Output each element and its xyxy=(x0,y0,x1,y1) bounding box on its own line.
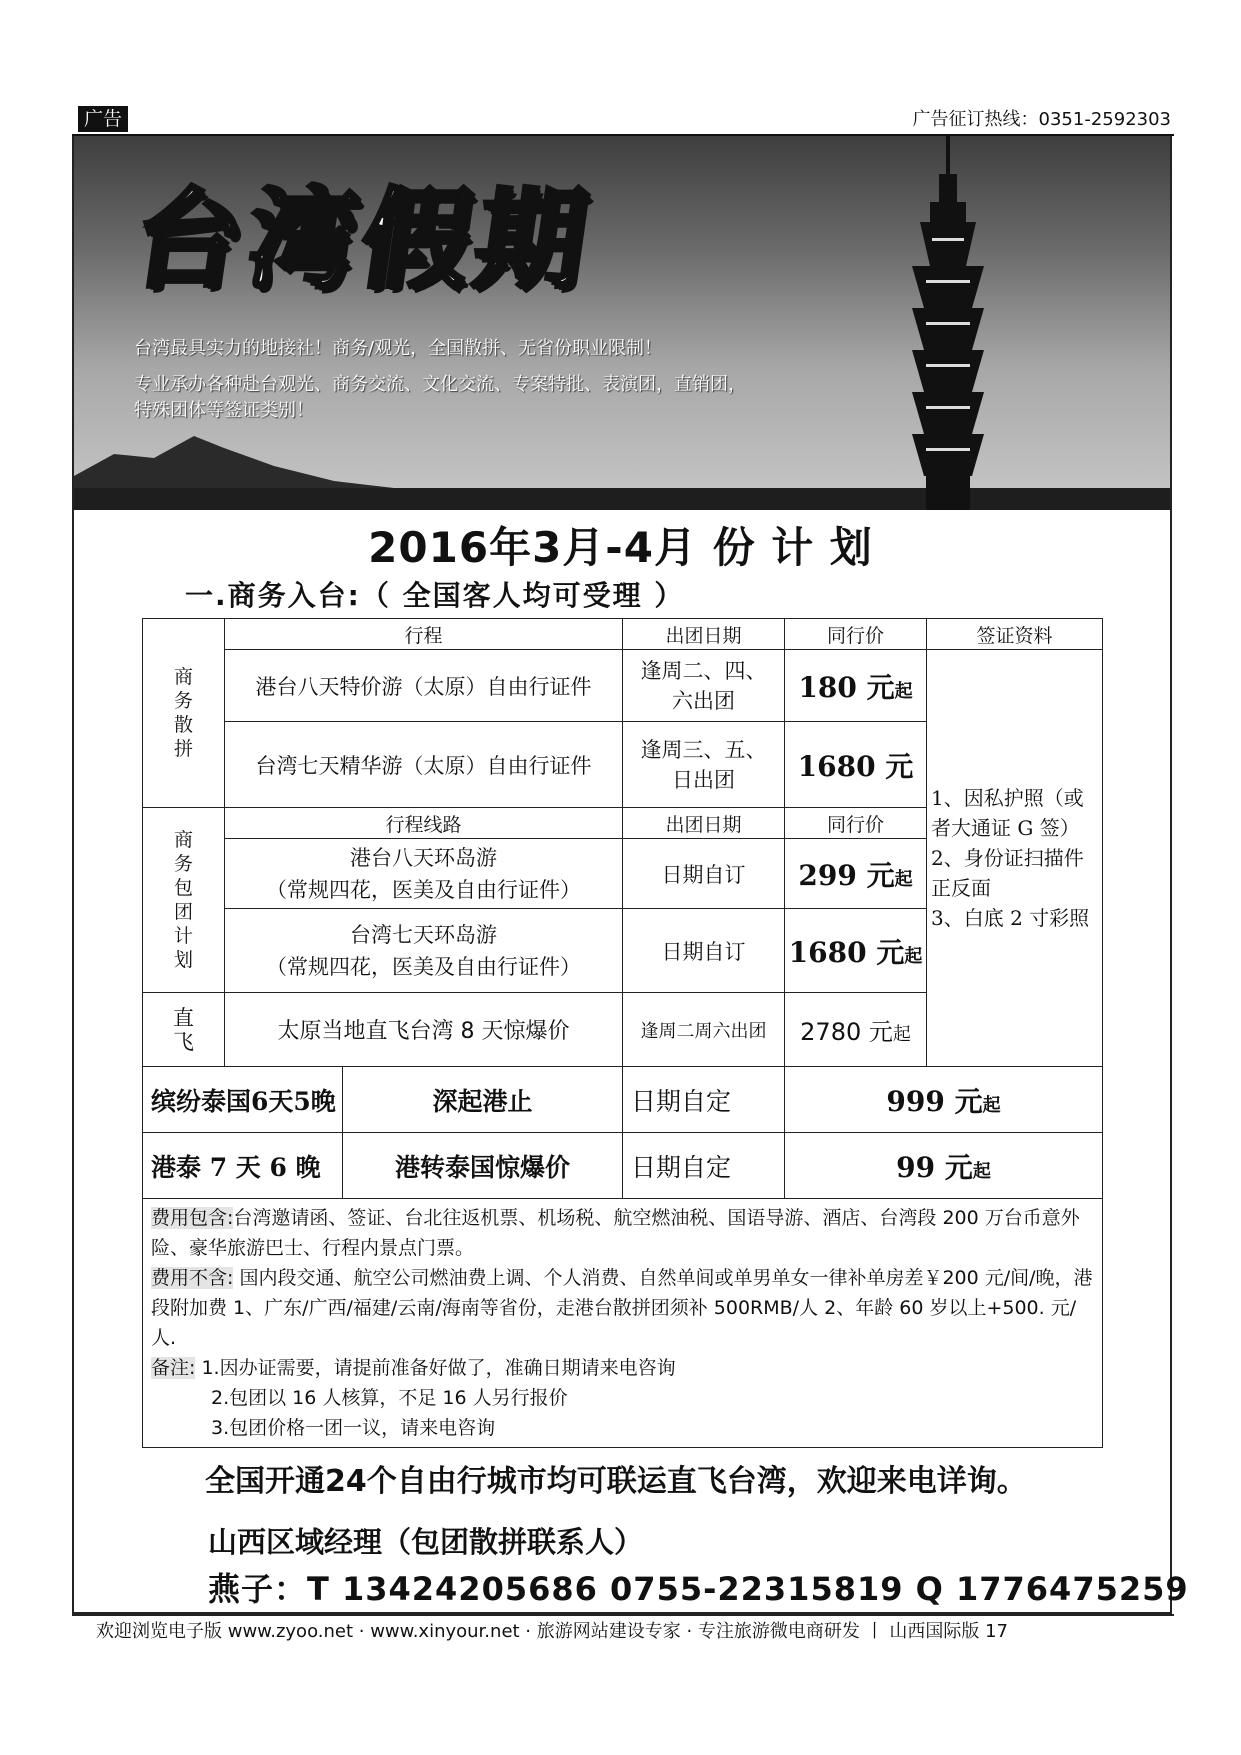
regional-manager: 山西区域经理（包团散拼联系人） xyxy=(208,1525,644,1559)
route-cell: 太原当地直飞台湾 8 天惊爆价 xyxy=(225,993,623,1067)
visa-requirements xyxy=(927,650,1103,1067)
remark-item: 1.因办证需要，请提前准备好做了，准确日期请来电咨询 xyxy=(201,1357,676,1379)
route-cell: 港转泰国惊爆价 xyxy=(343,1133,623,1199)
itinerary-table xyxy=(142,618,1103,1448)
header-price: 同行价 xyxy=(785,619,927,650)
price-value: 1680 元 xyxy=(797,749,914,783)
fee-excluded-label: 费用不含: xyxy=(151,1267,234,1289)
banner-description-cont: 特殊团体等签证类别！ xyxy=(134,400,314,421)
fee-excluded xyxy=(151,1263,1094,1353)
table-row xyxy=(143,650,1103,722)
fee-included-text: 台湾邀请函、签证、台北往返机票、机场税、航空燃油税、国语导游、酒店、台湾段 200 万台币意外险、豪华旅游巴士、行程内景点门票。 xyxy=(151,1207,1080,1259)
group-label-direct-text: 直飞 xyxy=(173,1005,194,1054)
date-cell: 日期自订 xyxy=(623,909,785,993)
date-cell: 逢周二、四、六出团 xyxy=(623,650,785,722)
header-route: 行程 xyxy=(225,619,623,650)
visa-item: 3、白底 2 寸彩照 xyxy=(931,906,1090,930)
group-label-scatter xyxy=(143,619,225,808)
header-date: 出团日期 xyxy=(623,808,785,839)
route-note: （常规四花，医美及自由行证件） xyxy=(266,954,581,979)
price-value: 1680 元 xyxy=(788,935,905,969)
fee-excluded-text: 国内段交通、航空公司燃油费上调、个人消费、自然单间或单男单女一律补单房差￥200 元/间/晚，港段附加费 1、广东/广西/福建/云南/海南等省份，走港台散拼团须补 500RMB/人 2、年龄 60 岁以上+500. 元/人. xyxy=(151,1267,1093,1349)
banner-description: 专业承办各种赴台观光、商务交流、文化交流、专案特批、表演团，直销团， xyxy=(134,374,746,395)
price-cell xyxy=(785,650,927,722)
price-unit: 起 xyxy=(972,1160,991,1182)
banner-title: 台湾假期 xyxy=(125,178,599,303)
date-cell: 日期自订 xyxy=(623,839,785,909)
price-unit: 起 xyxy=(894,680,913,702)
ad-hotline: 广告征订热线：0351-2592303 xyxy=(912,109,1171,130)
price-unit: 起 xyxy=(904,945,923,967)
section-heading: 一.商务入台:（ 全国客人均可受理 ） xyxy=(185,579,685,612)
header-date: 出团日期 xyxy=(623,619,785,650)
date-cell: 日期自定 xyxy=(623,1067,785,1133)
route-cell xyxy=(225,839,623,909)
nationwide-notice: 全国开通24个自由行城市均可联运直飞台湾，欢迎来电详询。 xyxy=(205,1464,1027,1499)
group-label-direct xyxy=(143,993,225,1067)
header-route-line: 行程线路 xyxy=(225,808,623,839)
price-cell xyxy=(785,722,927,808)
plan-title: 2016年3月-4月 份 计 划 xyxy=(368,523,873,572)
date-cell: 逢周三、五、日出团 xyxy=(623,722,785,808)
remark-item: 3.包团价格一团一议，请来电咨询 xyxy=(211,1417,496,1439)
route-name: 台湾七天环岛游 xyxy=(350,922,497,947)
footer: 欢迎浏览电子版 www.zyoo.net · www.xinyour.net · 旅游网站建设专家 · 专注旅游微电商研发 丨 山西国际版 17 xyxy=(96,1621,1008,1642)
group-label-charter-text: 商务包团计划 xyxy=(173,829,193,971)
route-cell xyxy=(225,909,623,993)
price-unit: 起 xyxy=(982,1094,1001,1116)
price-value: 2780 元 xyxy=(800,1018,893,1046)
price-cell xyxy=(785,1067,1103,1133)
price-cell xyxy=(785,839,927,909)
price-value: 99 元 xyxy=(896,1150,973,1184)
ad-tag: 广告 xyxy=(78,106,128,132)
price-value: 180 元 xyxy=(798,670,895,704)
remarks xyxy=(151,1353,1094,1383)
route-note: （常规四花，医美及自由行证件） xyxy=(266,877,581,902)
route-cell: 港台八天特价游（太原）自由行证件 xyxy=(225,650,623,722)
price-value: 999 元 xyxy=(886,1084,983,1118)
remark-label: 备注: xyxy=(151,1357,196,1379)
route-cell: 台湾七天精华游（太原）自由行证件 xyxy=(225,722,623,808)
table-row xyxy=(143,1067,1103,1133)
date-cell: 逢周二周六出团 xyxy=(623,993,785,1067)
price-value: 299 元 xyxy=(798,858,895,892)
group-label-scatter-text: 商务散拼 xyxy=(173,666,193,760)
date-cell: 日期自定 xyxy=(623,1133,785,1199)
header-price: 同行价 xyxy=(785,808,927,839)
package-name: 港泰 7 天 6 晚 xyxy=(143,1133,343,1199)
remark-item: 2.包团以 16 人核算，不足 16 人另行报价 xyxy=(211,1387,568,1409)
group-label-charter xyxy=(143,808,225,993)
fee-included-label: 费用包含: xyxy=(151,1207,234,1229)
header-visa: 签证资料 xyxy=(927,619,1103,650)
price-cell xyxy=(785,1133,1103,1199)
fee-included xyxy=(151,1203,1094,1263)
table-row xyxy=(143,1133,1103,1199)
notes-row xyxy=(143,1199,1103,1448)
price-unit: 起 xyxy=(894,868,913,890)
route-name: 港台八天环岛游 xyxy=(350,845,497,870)
footer-rule xyxy=(72,1614,1174,1616)
route-cell: 深起港止 xyxy=(343,1067,623,1133)
package-name: 缤纷泰国6天5晚 xyxy=(143,1067,343,1133)
visa-item: 1、因私护照（或者大通证 G 签） xyxy=(931,786,1084,840)
visa-item: 2、身份证扫描件正反面 xyxy=(931,846,1084,900)
contact-info: 燕子：T 13424205686 0755-22315819 Q 1776475259 xyxy=(208,1570,1189,1608)
table-header-row xyxy=(143,619,1103,650)
price-cell xyxy=(785,993,927,1067)
notes-cell xyxy=(143,1199,1103,1448)
price-unit: 起 xyxy=(892,1024,911,1045)
price-cell xyxy=(785,909,927,993)
banner xyxy=(74,136,1170,510)
banner-slogan: 台湾最具实力的地接社！商务/观光，全国散拼、无省份职业限制！ xyxy=(134,338,663,359)
